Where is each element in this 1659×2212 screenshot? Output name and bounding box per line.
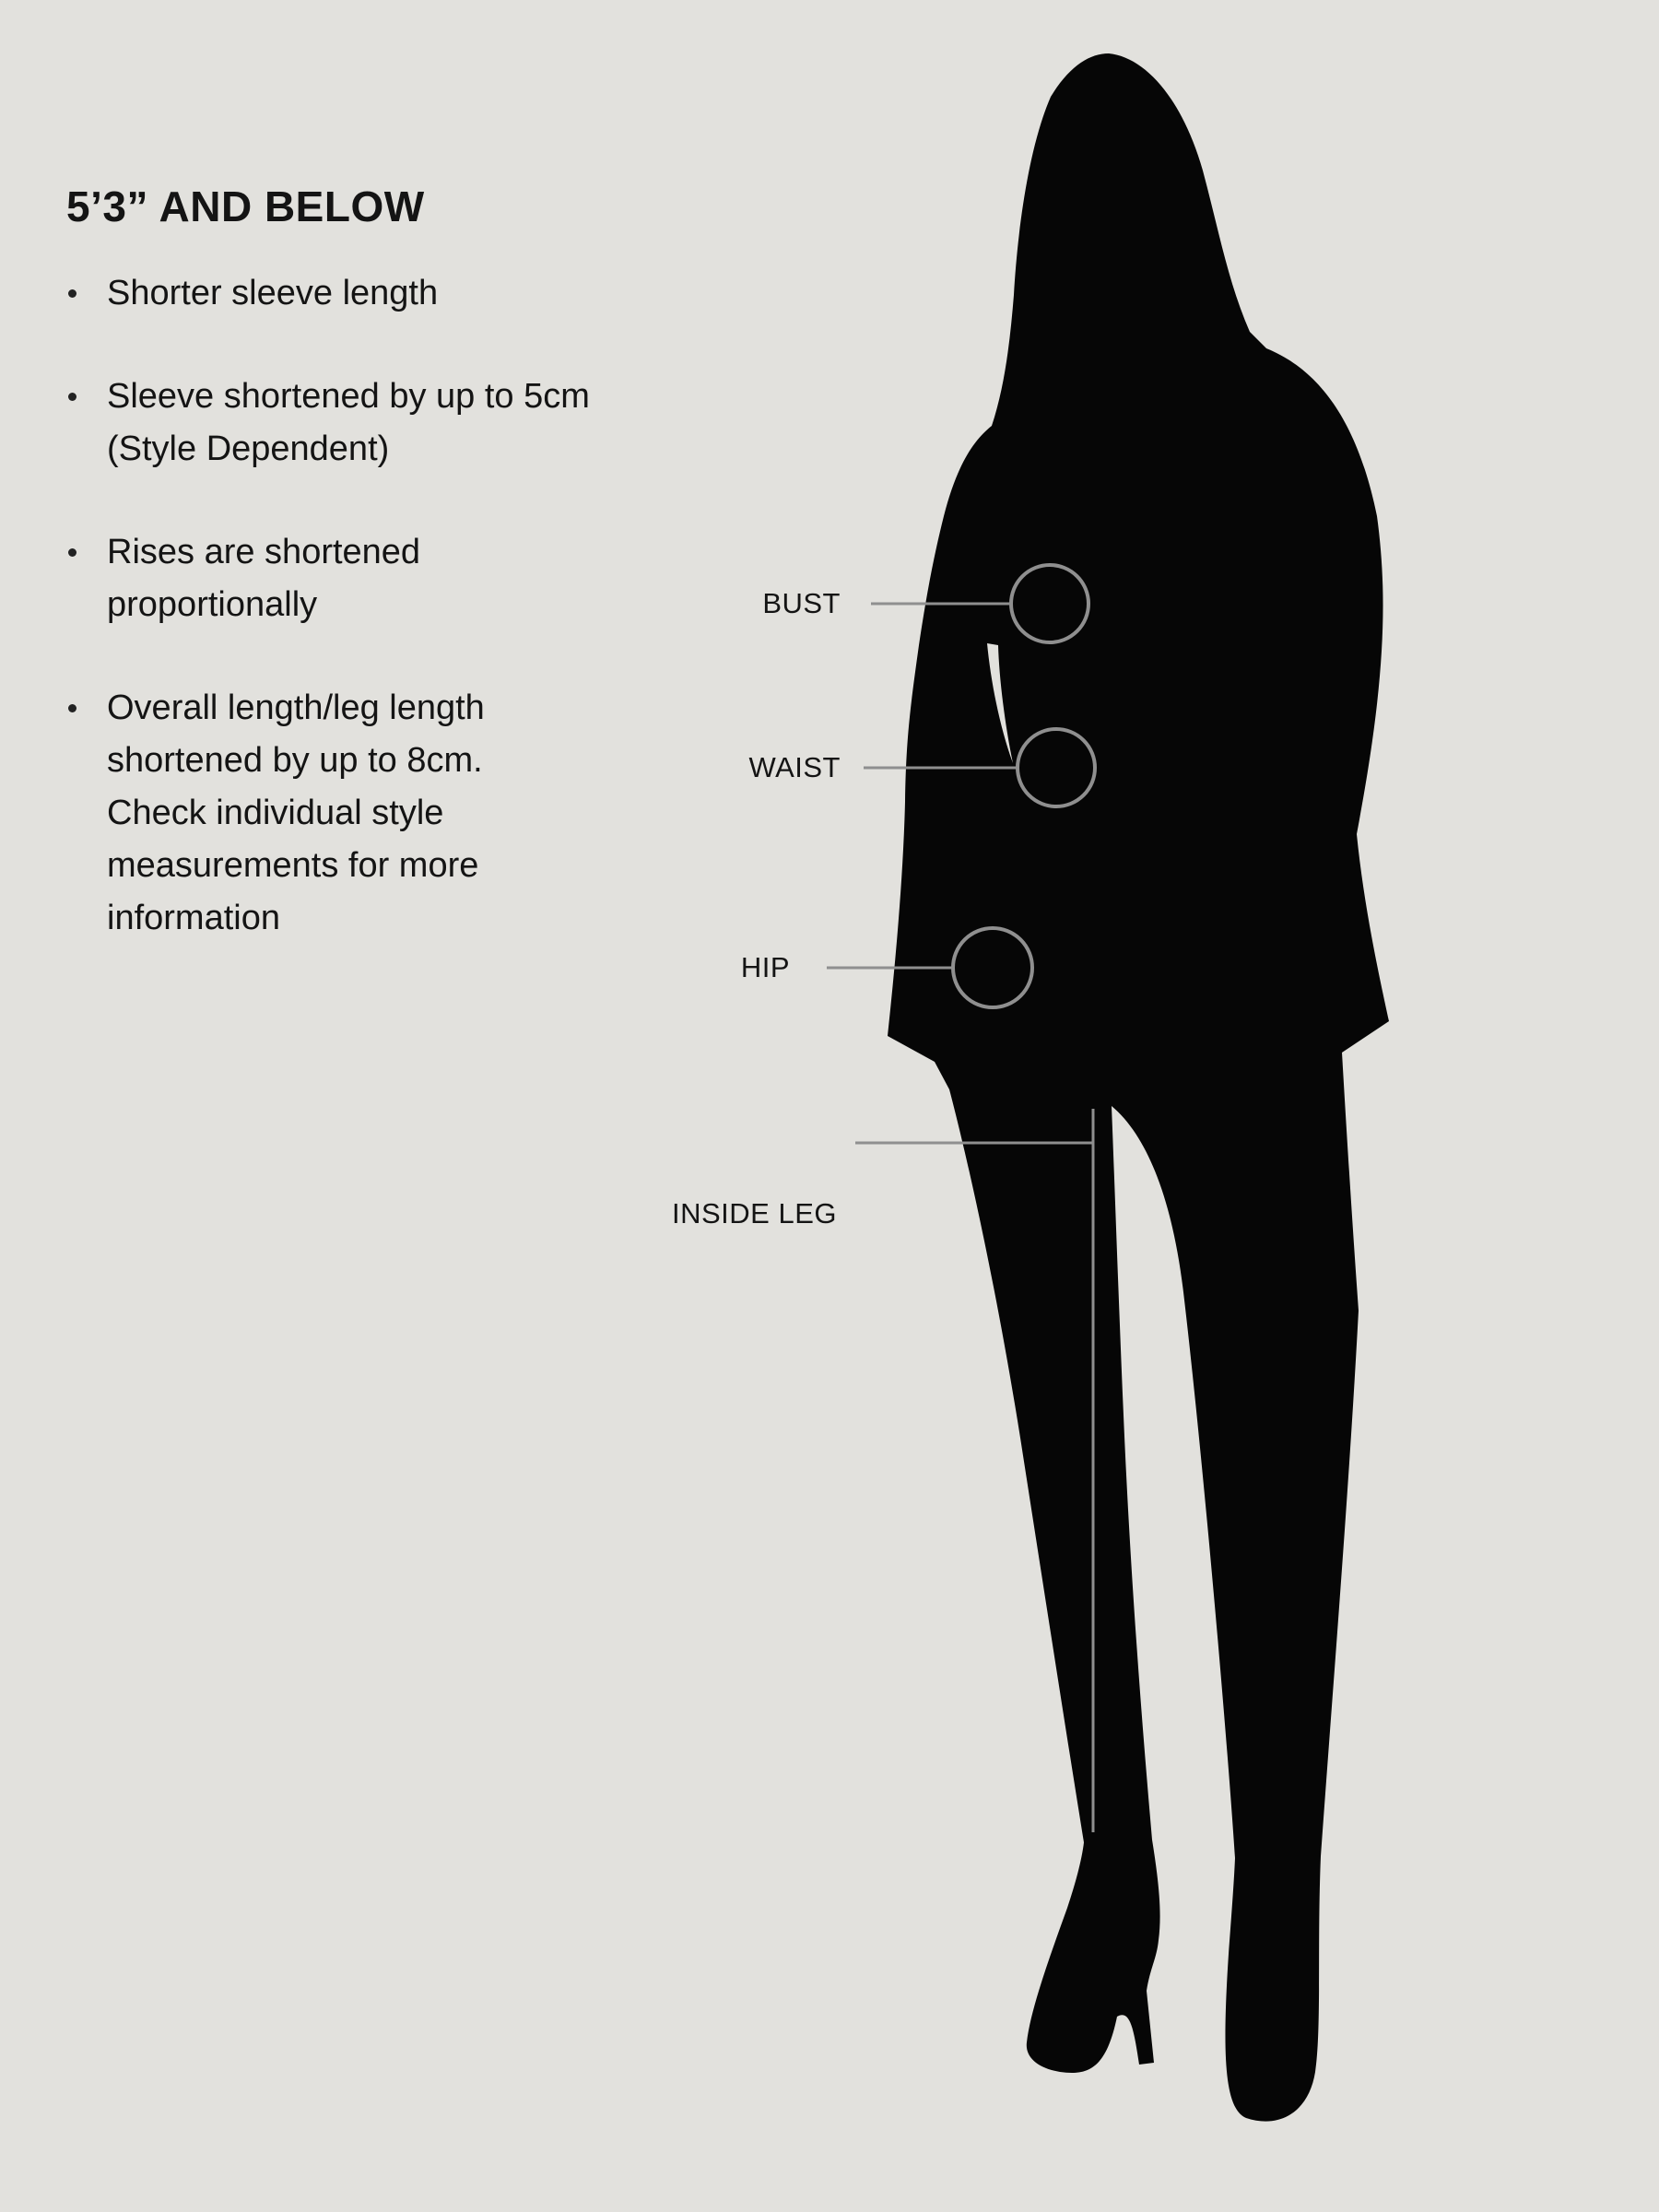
model-silhouette-icon (888, 53, 1389, 2122)
hip-label: HIP (740, 951, 790, 983)
bullet-text: measurements for more (107, 846, 479, 885)
bullet-text: Sleeve shortened by up to 5cm (107, 377, 590, 416)
bullet-text: Shorter sleeve length (107, 274, 439, 312)
bullet-dot-icon (68, 393, 76, 401)
bust-label: BUST (762, 587, 841, 619)
bullet-text: proportionally (107, 585, 318, 624)
inside-leg-label: INSIDE LEG (672, 1197, 837, 1230)
bullet-dot-icon (68, 704, 76, 712)
bullet-dot-icon (68, 548, 76, 557)
bullet-text: Overall length/leg length (107, 688, 485, 727)
bullet-text: information (107, 899, 280, 937)
bullet-dot-icon (68, 289, 76, 298)
list-item (68, 682, 590, 945)
bullet-text: Check individual style (107, 794, 444, 832)
page-title: 5’3” AND BELOW (66, 182, 425, 230)
bullet-text: Rises are shortened (107, 533, 421, 571)
fit-notes-list (68, 267, 590, 995)
bullet-text: (Style Dependent) (107, 429, 390, 468)
list-item (68, 526, 590, 631)
bullet-text: shortened by up to 8cm. (107, 741, 483, 780)
list-item (68, 267, 590, 320)
waist-label: WAIST (748, 751, 841, 783)
list-item (68, 371, 590, 476)
